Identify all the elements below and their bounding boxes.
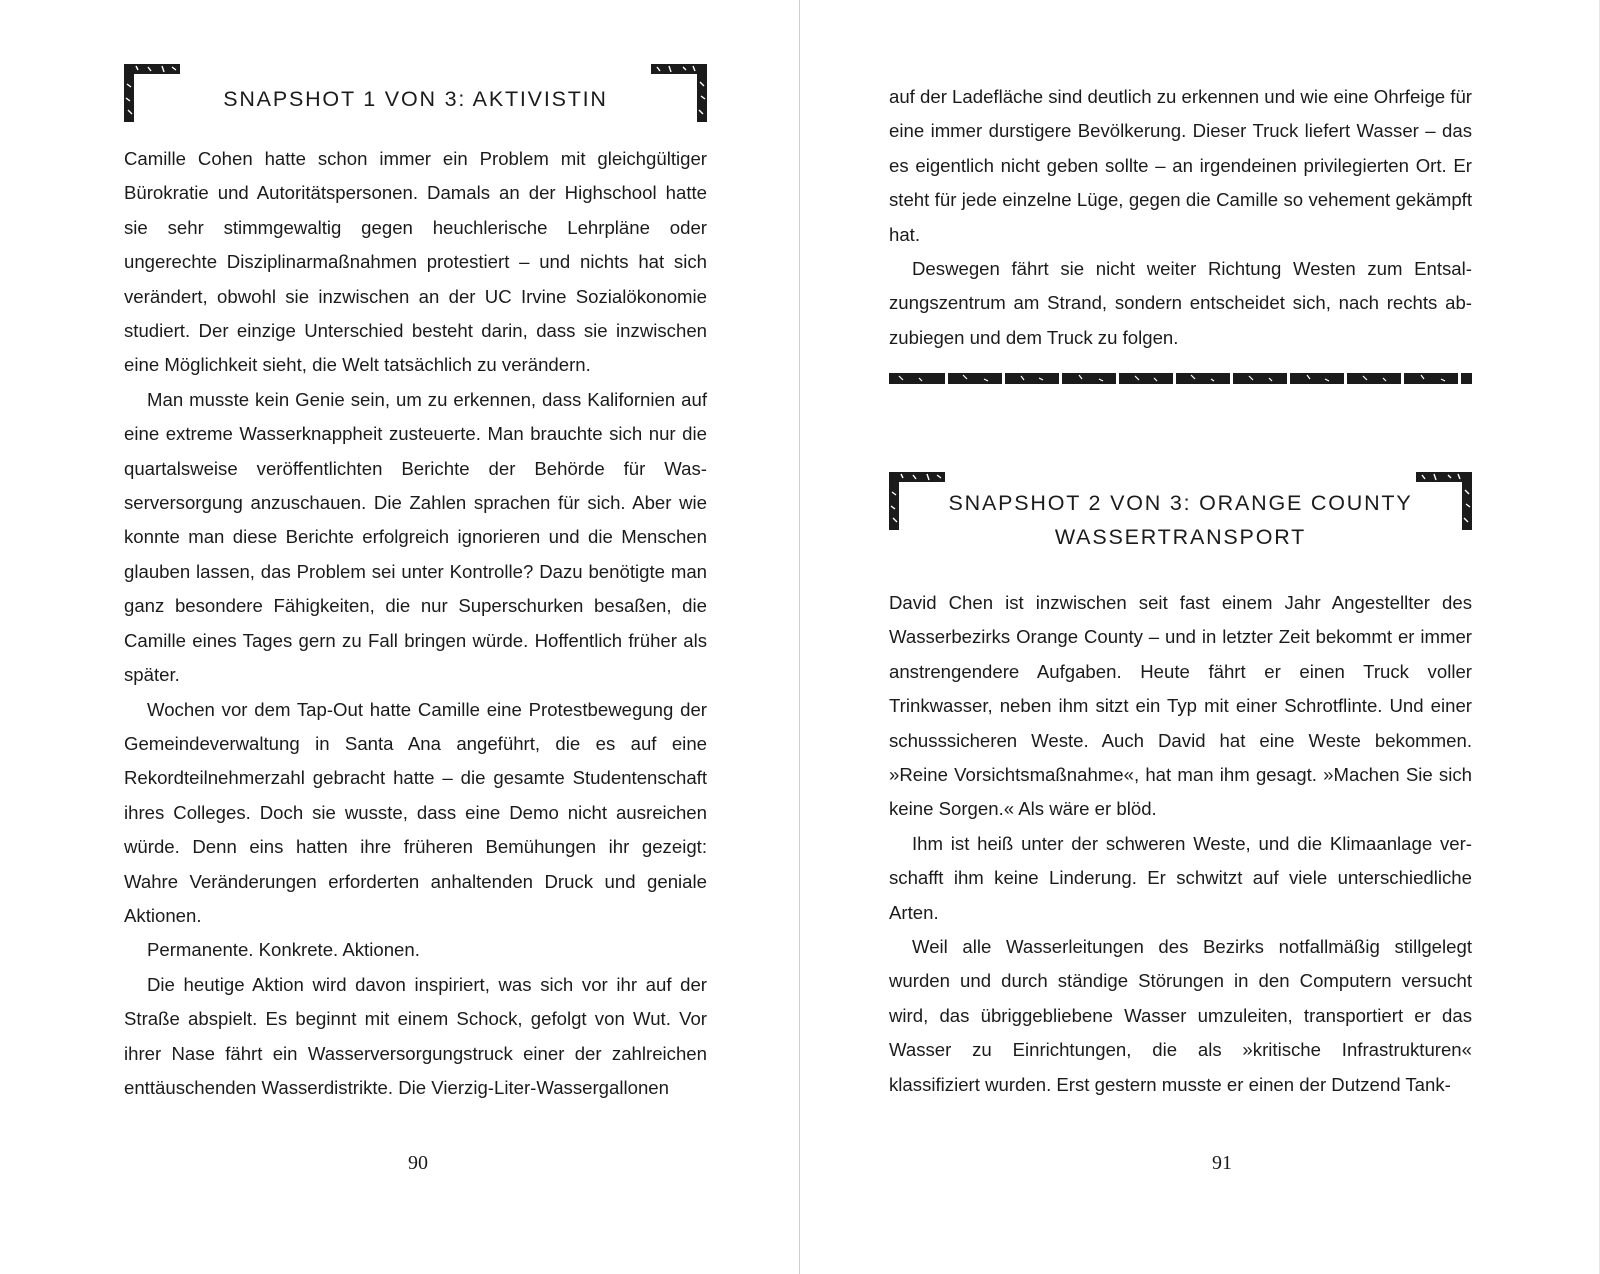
corner-bracket-top-left-icon (124, 64, 184, 124)
right-page-content-bottom (889, 486, 1472, 1102)
chapter-heading-2 (889, 486, 1472, 566)
paragraph: Ihm ist heiß unter der schweren Weste, und die Klimaanlage verschafft ihm keine Linderung. Er schwitzt auf viele unterschiedliche Arten. (889, 832, 1472, 923)
corner-bracket-top-left-icon (889, 472, 949, 532)
chapter-title-line-2: WASSERTRANSPORT (1054, 525, 1307, 549)
left-page (0, 0, 799, 1274)
paragraph: David Chen ist inzwischen seit fast einem Jahr Angestellter des Wasserbezirks Orange County – und in letzter Zeit bekommt er immer anstrengendere Aufgaben. Heute fährt er einen Truck voller Trinkwasser, neben ihm sitzt ein Typ mit einer Schrotflinte. Und einer schusssicheren Weste. Auch David hat eine Weste bekommen. »Reine Vorsichtsmaßnahme«, hat man ihm gesagt. »Machen Sie sich keine Sorgen.« Als wäre er blöd. (889, 592, 1472, 820)
paragraph: auf der Ladefläche sind deutlich zu erkennen und wie eine Ohrfeige für eine immer durstigere Bevölkerung. Dieser Truck liefert Wasser – das es eigentlich nicht geben sollte – an irgendeinen privilegierten Ort. Er steht für jede einzelne Lüge, gegen die Camille so vehement gekämpft hat. (889, 86, 1472, 245)
page-number: 91 (1212, 1152, 1232, 1174)
page-number: 90 (408, 1152, 428, 1174)
paragraph: Camille Cohen hatte schon immer ein Problem mit gleichgültiger Bürokratie und Autoritätspersonen. Damals an der Highschool hatte sie sehr stimmgewaltig gegen heuchlerische Lehrpläne oder ungerechte Disziplinarmaßnahmen protestiert – und nichts hat sich verändert, obwohl sie inzwischen an der UC Irvine Sozialökonomie studiert. Der einzige Unterschied besteht darin, dass sie inzwischen eine Möglichkeit sieht, die Welt tatsächlich zu verändern. (124, 148, 707, 376)
left-page-content (124, 64, 707, 1105)
corner-bracket-top-right-icon (1412, 472, 1472, 532)
paragraph: Deswegen fährt sie nicht weiter Richtung Westen zum Entsalzungszentrum am Strand, sondern entscheidet sich, nach rechts abzubiegen und dem Truck zu folgen. (889, 258, 1472, 348)
paragraph: Die heutige Aktion wird davon inspiriert, was sich vor ihr auf der Straße abspielt. Es beginnt mit einem Schock, gefolgt von Wut. Vor ihrer Nase fährt ein Wasserversorgungstruck einer der zahlreichen enttäuschenden Wasserdistrikte. Die Vierzig-Liter-Wassergallonen (124, 973, 707, 1098)
paragraph: Permanente. Konkrete. Aktionen. (147, 939, 420, 961)
paragraph: Wochen vor dem Tap-Out hatte Camille eine Protestbewegung der Gemeindeverwaltung in Santa Ana angeführt, die es auf eine Rekordteilnehmerzahl gebracht hatte – die gesamte Studentenschaft ihres Colleges. Doch sie wusste, dass eine Demo nicht ausreichen würde. Denn eins hatten ihre früheren Bemühungen ihr gezeigt: Wahre Veränderungen erforderten anhaltenden Druck und geniale Aktionen. (124, 698, 707, 926)
chapter-title: SNAPSHOT 1 VON 3: AKTIVISTIN (223, 87, 608, 111)
corner-bracket-top-right-icon (647, 64, 707, 124)
right-page (800, 0, 1599, 1274)
right-page-content-top (889, 80, 1472, 355)
chapter-heading-1 (124, 64, 707, 124)
paragraph: Man musste kein Genie sein, um zu erkennen, dass Kalifornien auf eine extreme Wasserknappheit zusteuerte. Man brauchte sich nur die quartalsweise veröffentlichten Berichte der Behörde für Wasserversorgung anzuschauen. Die Zahlen sprachen für sich. Aber wie konnte man diese Berichte erfolgreich ignorieren und die Menschen glauben lassen, das Problem sei unter Kontrolle? Dazu benötigte man ganz besondere Fähigkeiten, die nur Superschurken besaßen, die Camille eines Tages gern zu Fall bringen würde. Hoffentlich früher als später. (124, 388, 707, 686)
left-body-text (124, 142, 707, 1105)
paragraph: Weil alle Wasserleitungen des Bezirks notfallmäßig stillgelegt wurden und durch ständige Störungen in den Computern versucht wird, das übriggebliebene Wasser umzuleiten, transportiert er das Wasser zu Einrichtungen, die als »kritische Infrastrukturen« klassifiziert wurden. Erst gestern musste er einen der Dutzend Tank- (889, 936, 1472, 1095)
grunge-rule-divider (889, 370, 1472, 388)
chapter-title-line-1: SNAPSHOT 2 VON 3: ORANGE COUNTY (948, 491, 1413, 515)
right-body-text (889, 586, 1472, 1102)
